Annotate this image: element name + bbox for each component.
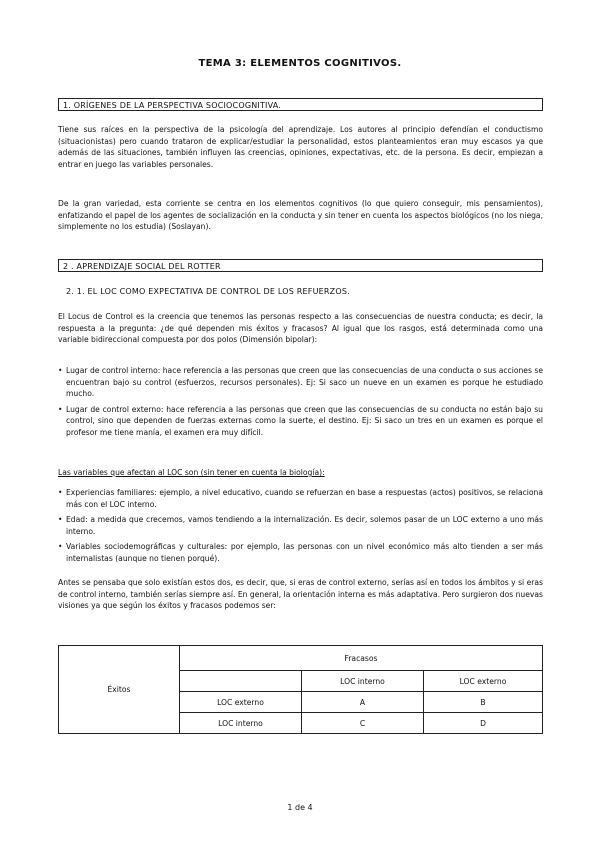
row-label: LOC interno [180,713,302,734]
subsection-heading: 2. 1. EL LOC COMO EXPECTATIVA DE CONTROL DE LOS REFUERZOS. [66,287,350,296]
col-header-externo: LOC externo [424,671,543,692]
section-heading-1: 1. ORÍGENES DE LA PERSPECTIVA SOCIOCOGNITIVA. [58,98,543,111]
paragraph-origins-2: De la gran variedad, esta corriente se centra en los elementos cognitivos (lo que quiero conseguir, mis pensamientos), enfatizando el papel de los agentes de socialización en la conducta y sin tener en cuenta los aspectos biológicos (no los niega, simplemente no los estudia) (Soslayan). [58,199,543,232]
paragraph-new-visions: Antes se pensaba que solo existían estos dos, es decir, que, si eras de control externo, serías así en todos los ámbitos y si eras de control interno, también serías siempre así. En general, la orientación interna es más adaptativa. Pero surgieron dos nuevas visiones ya que según los éxitos y fracasos podemos ser: [58,578,543,611]
loc-table [58,645,543,734]
section-heading-2: 2 . APRENDIZAJE SOCIAL DEL ROTTER [58,259,543,272]
page-number: 1 de 4 [287,803,313,812]
table-cell: B [424,692,543,713]
table-cell: A [302,692,424,713]
exitos-cell: Éxitos [59,646,180,734]
page-title: TEMA 3: ELEMENTOS COGNITIVOS. [198,58,402,69]
table-cell: D [424,713,543,734]
variables-heading: Las variables que afectan al LOC son (sin tener en cuenta la biología): [58,468,325,477]
col-header-interno: LOC interno [302,671,424,692]
list-item: • Lugar de control externo: hace referencia a las personas que creen que las consecuencias de su conducta no están bajo su control, sino que dependen de fuerzas externas como la suerte, el destino. Ej: Si saco un tres en un examen es porque el profesor me tiene manía, el examen era muy difícil. [58,404,543,439]
list-item: • Experiencias familiares: ejemplo, a nivel educativo, cuando se refuerzan en base a respuestas (actos) positivos, se relaciona más con el LOC interno. [58,487,543,510]
loc-poles-list [58,365,543,443]
empty-corner-cell [180,671,302,692]
paragraph-locus-definition: El Locus de Control es la creencia que tenemos las personas respecto a las consecuencias de nuestra conducta; es decir, la respuesta a la pregunta: ¿de qué dependen mis éxitos y fracasos? Al igual que los rasgos, está determinada como una variable bidireccional compuesta por dos polos (Dimensión bipolar): [58,312,543,345]
list-item: • Variables sociodemográficas y culturales: por ejemplo, las personas con un nivel económico más alto tienden a ser más internalistas (aunque no tienen porqué). [58,541,543,564]
list-item: • Edad: a medida que crecemos, vamos tendiendo a la internalización. Es decir, solemos pasar de un LOC externo a uno más interno. [58,514,543,537]
table-cell: C [302,713,424,734]
row-label: LOC externo [180,692,302,713]
list-item: • Lugar de control interno: hace referencia a las personas que creen que las consecuencias de una conducta o sus acciones se encuentran bajo su control (esfuerzos, recursos personales). Ej: Si saco un nueve en un examen es porque he estudiado mucho. [58,365,543,400]
paragraph-origins-1: Tiene sus raíces en la perspectiva de la psicología del aprendizaje. Los autores al principio defendían el conductismo (situacionistas) pero cuando trataron de explicar/estudiar la personalidad, estos planteamientos eran muy escasos ya que además de las situaciones, también influyen las creencias, opiniones, expectativas, etc. de la persona. Es decir, empiezan a entrar en juego las variables personales. [58,125,543,169]
fracasos-header: Fracasos [180,646,543,671]
variables-list [58,487,543,569]
table-row [59,646,543,671]
